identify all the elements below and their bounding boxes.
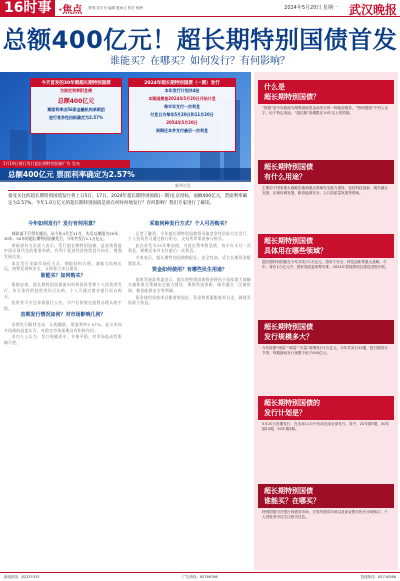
headline: 总额400亿元！超长期特别国债首发: [2, 26, 398, 54]
paper-logo: 武汉晚报: [348, 3, 397, 17]
subheadline: 谁能买？在哪买？如何发行？有何影响？: [110, 56, 290, 67]
banner-total: 总额400亿元 票面利率确定为2.57%: [0, 168, 251, 182]
sidebar-section-3: [258, 234, 394, 272]
masthead: [0, 0, 400, 17]
sidebar-text: “国债”是中央政府为筹集财政资金而发行的一种政府债券，“特别国债”不列入赤字，用于特定用途；“超长期”指期限在10年以上的国债。: [262, 106, 389, 116]
sidebar-heading: 什么是 超长期特别国债？: [258, 80, 394, 104]
sidebar-text: 今年按照“储量”“增量”“存量”统筹发行1万亿元，今年共发行22期，按日期发行节奏，每期最低发行规模不低于400亿元。: [262, 346, 388, 356]
issue-card-line-4: 进行竞争性招标确定为2.57%: [49, 115, 103, 120]
sidebar-section-5: [258, 396, 394, 434]
schedule-card-line-5: 2054年5月20日: [166, 120, 198, 125]
article-column-1: [4, 220, 122, 346]
body-text: 记者了解到，今年超长期特别国债将采取竞争性招标方式发行，个人投资者可通过银行柜台、交易所等渠道参与购买。: [128, 230, 251, 242]
sidebar-text: 超长期特别国债在今年共发行1万亿元，将用于安全、科技创新等重大战略。今年，将在1万亿元中，国家发改委统筹安排，2024年将按照项目建设进度开展。: [262, 260, 389, 270]
body-text: 根据安排，超长期特别国债面向机构投资者和个人投资者发行，符合条件的投资者均可认购，个人可通过商业银行柜台购买。: [4, 282, 122, 299]
footer-news-hotline: 新闻热线：82333333: [4, 574, 40, 579]
sidebar-section-4: [258, 320, 394, 358]
body-text: 此次首发为30年期国债，为固定利率附息债，每半年支付一次利息，到期还本并支付最后一次利息。: [128, 242, 251, 254]
question-heading-1: 今年如何发行？发行有何用意？: [27, 221, 98, 227]
sidebar-text: 5月20日首期发行，在未来11月中旬前完成全部发行。其中，20年期7期、30年期10期、50年期5期。: [262, 422, 390, 432]
section-name: ·焦点: [58, 4, 83, 16]
body-text: 本次发行采取市场化方式，期限结构合理，兼顾当前和长远，统筹发展和安全，支持重大项目建设。: [4, 260, 122, 272]
footer-ad-hotline: 广告热线：85766766: [182, 574, 218, 579]
sidebar-section-6: [258, 484, 394, 522]
sidebar-heading: 超长期特别国债 具体用在哪些领域？: [258, 234, 394, 258]
sidebar-heading: 超长期特别国债的 发行计划是？: [258, 396, 394, 420]
issue-info-card: [30, 78, 122, 134]
banner-tag: 1月19日银行发行超长期特别国债广告 发布: [0, 160, 130, 168]
sidebar-heading: 超长期特别国债 谁能买？在哪买？: [258, 484, 394, 508]
footer-delivery-hotline: 投递热线：85716366: [360, 574, 396, 579]
sidebar-heading: 超长期特别国债 有什么用途？: [258, 160, 394, 184]
issue-card-line-1: 为固定利率附息债: [60, 88, 92, 93]
body-text: 首期发行顺利完成，认购踊跃，票面利率2.57%，显示市场对国债的高度认可，对稳定市场预期具有积极作用。: [4, 321, 122, 333]
body-text: 国家发展改革委表示，超长期特别国债资金将用于国家重大战略实施和重点领域安全能力建设，聚焦科技创新、城乡融合、区域协调、粮食能源安全等领域。: [128, 276, 251, 293]
schedule-card-line-4: 付息日为每年5月20日和11月20日: [150, 112, 214, 117]
editors-line: 策划 刘宇舟 编辑 夏雨文 校对 杨洲: [88, 5, 143, 10]
sidebar-text: 特别国债可在银行间债券市场、交易所债券市场以及商业银行柜台市场购买，个人投资者可以关注相关信息。: [262, 510, 388, 520]
qa-sidebar: [254, 72, 398, 570]
body-text: 投资者可关注承销银行公告，开户后按规定流程办理认购手续。: [4, 300, 122, 311]
schedule-card-line-3: 每半年支付一次利息: [164, 104, 200, 109]
sidebar-section-1: [258, 80, 394, 118]
schedule-info-card: [128, 78, 236, 152]
schedule-card-line-2: 本期国债是2024年5月20日开始计息: [148, 96, 216, 101]
question-heading-3: 首期发行情况如何？对市场影响几何？: [20, 312, 106, 319]
article-column-2: [128, 220, 251, 307]
question-heading-2: 谁能买？如何购买？: [40, 272, 86, 279]
body-text: 业内人士认为，发行规模适中，节奏平稳，对市场流动性影响可控。: [4, 334, 122, 345]
sidebar-text: 主要用于国家重大战略实施和重点领域安全能力建设，包括科技创新、城乡融合发展、区域协调发展、粮食能源安全、人口高质量发展等领域。: [262, 186, 388, 196]
sidebar-heading: 超长期特别国债 发行规模多大？: [258, 320, 394, 344]
body-text: 资金使用坚持项目跟着规划走、资金和要素跟着项目走，确保发挥最大效益。: [128, 294, 251, 306]
issue-card-line-3: 票面利率由56家金融机构承销团: [47, 107, 105, 112]
issue-date: 2024年5月20日 星期一: [284, 5, 338, 11]
issue-card-line-2: 总额400亿元: [57, 98, 95, 105]
body-text: 财政部有关负责人表示，发行超长期特别国债，是加快推进中国式现代化的重要举措，有利于促进经济持续回升向好，增强发展后劲。: [4, 242, 122, 259]
schedule-card-line-1: 本年发行计划共4批: [164, 88, 200, 93]
sidebar-section-2: [258, 160, 394, 198]
issue-card-title: 今天首发的30年期超长期特别国债: [31, 79, 121, 87]
question-heading-5: 资金如何使用？有哪些民生用途？: [151, 267, 227, 274]
footer: [0, 572, 400, 581]
section-number: 16时事: [0, 0, 55, 16]
lead-paragraph: 备受关注的超长期特别国债发行将上日5日，17日，2024年超长期特别国债(一期)在京招标，面额400亿元，票面利率确定为2.57%。今年1.0万亿元的超长期特别国债是谁在何时何地发行？有何影响？我们专家进行了解读。: [8, 190, 248, 207]
paragraph: 财政部下行得专题问，从今年4月至11月，先后以期限为20年、30年、50年的超长期特别国债发行，今年共发行1.1万亿元。: [4, 230, 122, 242]
body-text: 专家表示，超长期特别国债期限长、安全性高，适合长期资金配置需求。: [128, 254, 251, 266]
question-heading-4: 采取何种发行方式？个人可否购买？: [149, 221, 230, 227]
schedule-card-line-6: 到期还本并支付最后一次利息: [156, 128, 208, 133]
photo-credit: 新华社发: [175, 183, 191, 188]
schedule-card-title: 2024年超长期特别国债（一期）发行: [129, 79, 235, 87]
